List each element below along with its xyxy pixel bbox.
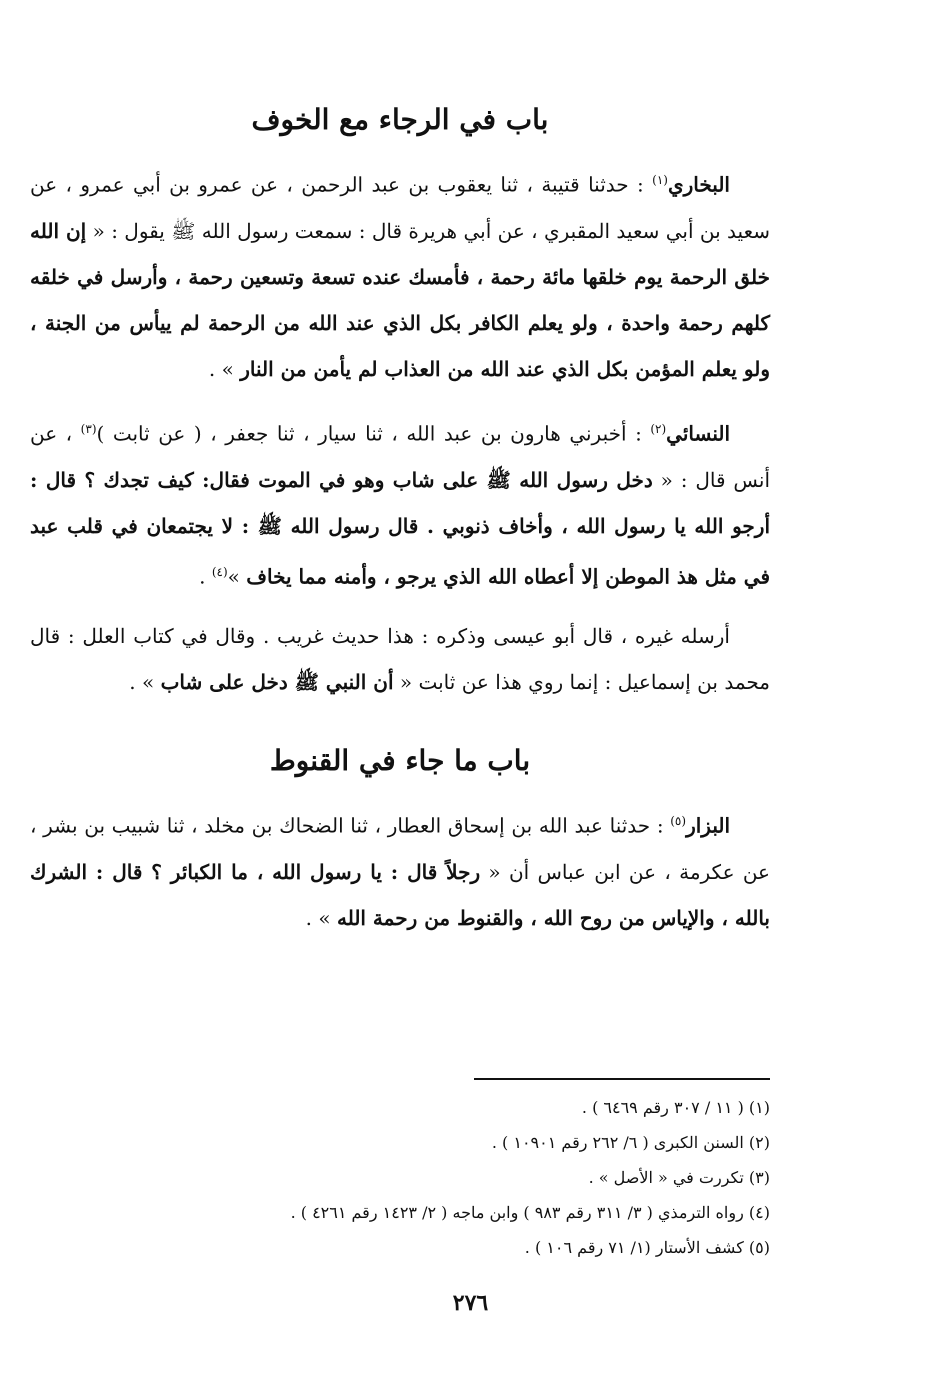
- footnote-separator: [474, 1078, 770, 1080]
- isnad-text: : حدثنا قتيبة ، ثنا يعقوب بن عبد الرحمن ، عن عمرو بن أبي عمرو ، عن سعيد بن أبي سعيد المقبري ، عن أبي هريرة قال : سمعت رسول الله ﷺ يقول : «: [30, 172, 770, 243]
- source-name: البزار: [686, 814, 730, 838]
- paragraph-bukhari: [30, 157, 770, 392]
- page-body: [30, 100, 770, 955]
- closing-mark: » .: [305, 906, 337, 930]
- source-name: النسائي: [666, 421, 731, 446]
- commentary-text: أرسله غيره ، قال أبو عيسى وذكره : هذا حديث غريب . وقال في كتاب العلل : قال محمد بن إسماعيل : إنما روي هذا عن ثابت «: [30, 624, 770, 695]
- footnote-2: (٢) السنن الكبرى ( ٦/ ٢٦٢ رقم ١٠٩٠١ ) .: [491, 1133, 770, 1152]
- closing-mark: » .: [208, 356, 241, 381]
- paragraph-commentary: [30, 613, 770, 705]
- footnote-ref: (٣): [80, 421, 97, 436]
- closing-mark: »: [227, 564, 247, 589]
- closing-mark: .: [199, 564, 212, 589]
- isnad-text: : حدثنا عبد الله بن إسحاق العطار ، ثنا الضحاك بن مخلد ، ثنا شبيب بن بشر ، عن عكرمة ، عن ابن عباس أن «: [30, 814, 770, 884]
- hadith-text: دخل رسول الله ﷺ على شاب وهو في الموت فقال: كيف تجدك ؟ قال : أرجو الله يا رسول الله ، وأخاف ذنوبي . قال رسول الله ﷺ : لا يجتمعان في قلب عبد في مثل هذ الموطن إلا أعطاه الله الذي يرجو ، وأمنه مما يخاف: [30, 467, 770, 589]
- source-name: البخاري: [667, 172, 730, 197]
- footnote-1: (١) ( ١١ / ٣٠٧ رقم ٦٤٦٩ ) .: [581, 1098, 770, 1117]
- section-heading-despair: باب ما جاء في القنوط: [269, 744, 531, 778]
- paragraph-bazzar: [30, 798, 770, 941]
- paragraph-nasai: [30, 406, 770, 599]
- footnote-ref: (١): [652, 173, 668, 188]
- hadith-text: أن النبي ﷺ دخل على شاب: [160, 670, 394, 695]
- footnote-ref: (٢): [650, 421, 667, 436]
- footnote-3: (٣) تكررت في « الأصل » .: [588, 1168, 770, 1187]
- footnote-4: (٤) رواه الترمذي ( ٣/ ٣١١ رقم ٩٨٣ ) وابن ماجه ( ٢/ ١٤٢٣ رقم ٤٢٦١ ) .: [290, 1203, 770, 1222]
- hadith-text: إن الله خلق الرحمة يوم خلقها مائة رحمة ، فأمسك عنده تسعة وتسعين رحمة ، وأرسل في خلقه كلهم رحمة واحدة ، ولو يعلم الكافر بكل الذي عند الله من الرحمة لم ييأس من الجنة ، ولو يعلم المؤمن بكل الذي عند الله من العذاب لم يأمن من النار: [30, 218, 770, 381]
- footnote-5: (٥) كشف الأستار (١/ ٧١ رقم ١٠٦ ) .: [524, 1238, 770, 1257]
- section-heading-hope-with-fear: باب في الرجاء مع الخوف: [251, 103, 549, 136]
- hadith-text: رجلاً قال : يا رسول الله ، ما الكبائر ؟ قال : الشرك بالله ، والإياس من روح الله ، والقنوط من رحمة الله: [30, 860, 770, 930]
- footnote-ref: (٤): [211, 564, 228, 579]
- page-number: ٢٧٦: [452, 1290, 489, 1316]
- isnad-text: ، عن أنس قال : «: [30, 421, 770, 492]
- footnotes: [30, 1078, 770, 1265]
- isnad-text: : أخبرني هارون بن عبد الله ، ثنا سيار ، ثنا جعفر ، ( عن ثابت ): [96, 421, 651, 446]
- footnote-ref: (٥): [670, 814, 687, 829]
- closing-mark: » .: [129, 670, 161, 695]
